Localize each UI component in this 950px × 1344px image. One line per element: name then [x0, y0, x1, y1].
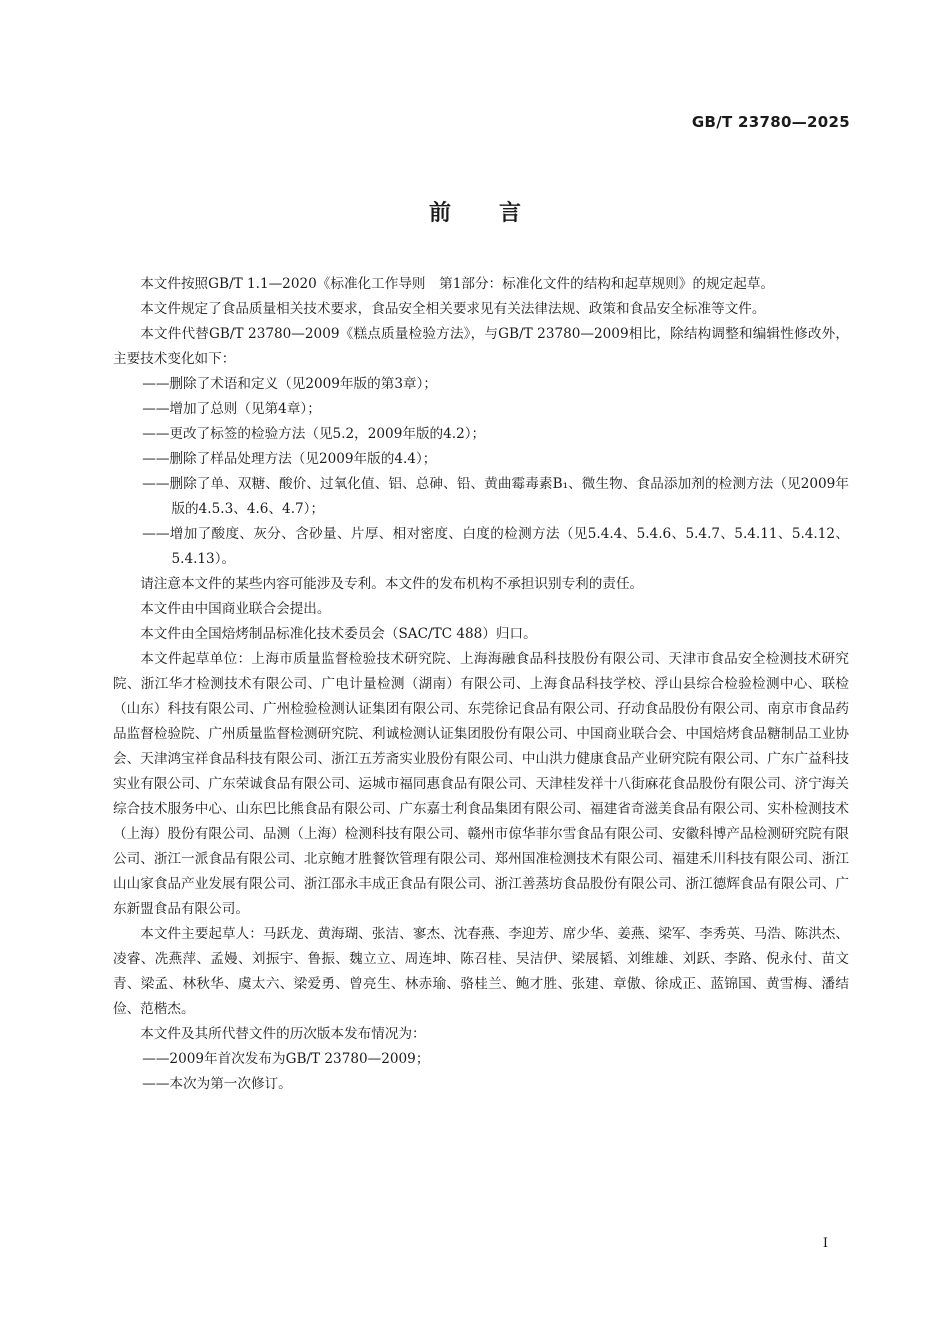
- change-item: ——删除了单、双糖、酸价、过氧化值、铝、总砷、铅、黄曲霉毒素B₁、微生物、食品添加剂的检测方法（见2009年版的4.5.3、4.6、4.7）；: [142, 476, 849, 517]
- history-item: ——本次为第一次修订。: [142, 1076, 292, 1092]
- change-item: ——增加了总则（见第4章）；: [142, 401, 321, 417]
- paragraph-patent-notice: 请注意本文件的某些内容可能涉及专利。本文件的发布机构不承担识别专利的责任。: [140, 576, 644, 592]
- page-number: I: [822, 1236, 828, 1251]
- paragraph-drafting-units: 本文件起草单位：上海市质量监督检验技术研究院、上海海融食品科技股份有限公司、天津市食品安全检测技术研究院、浙江华才检测技术有限公司、广电计量检测（湖南）有限公司、上海食品科技学校、浮山县综合检验检测中心、联检（山东）科技有限公司、广州检验检测认证集团有限公司、东莞徐记食品有限公司、孖动食品股份有限公司、南京市食品药品监督检验院、广州质量监督检测研究院、利诚检测认证集团股份有限公司、中国商业联合会、中国焙烤食品糖制品工业协会、天津鸿宝祥食品科技有限公司、浙江五芳斋实业股份有限公司、中山洪力健康食品产业研究院有限公司、广东广益科技实业有限公司、广东荣诚食品有限公司、运城市福同惠食品有限公司、天津桂发祥十八街麻花食品股份有限公司、济宁海关综合技术服务中心、山东巴比熊食品有限公司、广东嘉士利食品集团有限公司、福建省奇滋美食品有限公司、实朴检测技术（上海）股份有限公司、品测（上海）检测科技有限公司、赣州市倞华菲尔雪食品有限公司、安徽科博产品检测研究院有限公司、浙江一派食品有限公司、北京鲍才胜餐饮管理有限公司、郑州国准检测技术有限公司、福建禾川科技有限公司、浙江山山家食品产业发展有限公司、浙江邵永丰成正食品有限公司、浙江善蒸坊食品股份有限公司、浙江德辉食品有限公司、广东新盟食品有限公司。: [113, 651, 849, 917]
- paragraph-drafters: 本文件主要起草人：马跃龙、黄海瑚、张洁、寥杰、沈春燕、李迎芳、席少华、姜燕、梁军、李秀英、马浩、陈洪杰、凌睿、冼燕萍、孟嫚、刘振宇、鲁振、魏立立、周连坤、陈召桂、吴洁伊、梁展韬、刘维雄、刘跃、李路、倪永付、苗文青、梁孟、林秋华、虞太六、梁爱勇、曾亮生、林赤瑜、骆桂兰、鲍才胜、张建、章傲、徐成正、蓝锦国、黄雪梅、潘结俭、范楷杰。: [113, 926, 849, 1017]
- change-item: ——更改了标签的检验方法（见5.2，2009年版的4.2）；: [142, 426, 486, 442]
- document-body: [113, 272, 849, 1097]
- paragraph-proposer: 本文件由中国商业联合会提出。: [140, 601, 331, 617]
- change-item: ——增加了酸度、灰分、含砂量、片厚、相对密度、白度的检测方法（见5.4.4、5.4.6、5.4.7、5.4.11、5.4.12、5.4.13）。: [142, 526, 849, 567]
- paragraph-drafting-rules: 本文件按照GB/T 1.1—2020《标准化工作导则 第1部分：标准化文件的结构和起草规则》的规定起草。: [140, 276, 775, 292]
- change-item: ——删除了样品处理方法（见2009年版的4.4）；: [142, 451, 437, 467]
- history-item: ——2009年首次发布为GB/T 23780—2009；: [142, 1051, 430, 1067]
- paragraph-version-history: 本文件及其所代替文件的历次版本发布情况为：: [140, 1026, 426, 1042]
- page-title: 前言: [428, 201, 569, 226]
- change-item: ——删除了术语和定义（见2009年版的第3章）；: [142, 376, 437, 392]
- paragraph-replacement: 本文件代替GB/T 23780—2009《糕点质量检验方法》，与GB/T 23780—2009相比，除结构调整和编辑性修改外，主要技术变化如下：: [113, 326, 849, 367]
- paragraph-scope: 本文件规定了食品质量相关技术要求，食品安全相关要求见有关法律法规、政策和食品安全标准等文件。: [140, 301, 766, 317]
- paragraph-committee: 本文件由全国焙烤制品标准化技术委员会（SAC/TC 488）归口。: [140, 626, 537, 642]
- standard-code: GB/T 23780—2025: [691, 113, 850, 131]
